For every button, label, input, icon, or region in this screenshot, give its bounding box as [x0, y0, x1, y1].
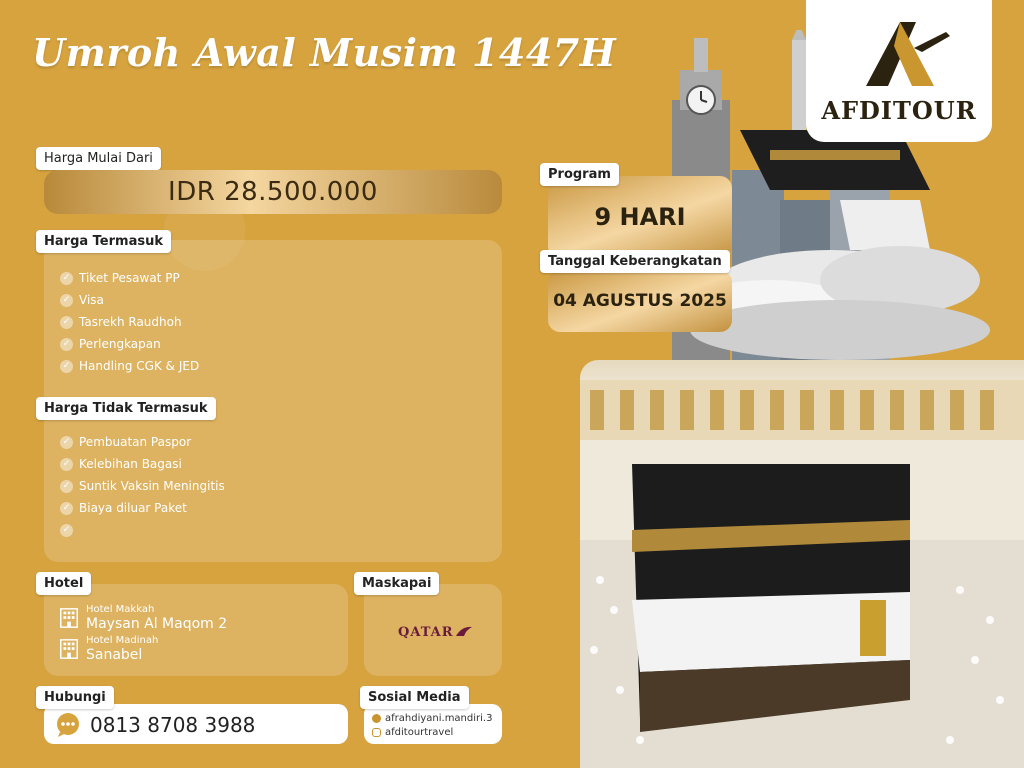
social-box [364, 704, 502, 744]
departure-label: Tanggal Keberangkatan [540, 250, 730, 273]
check-icon: ✓ [60, 458, 73, 471]
price-value: IDR 28.500.000 [44, 170, 502, 214]
included-label: Harga Termasuk [36, 230, 171, 253]
airline-name: QATAR [398, 624, 454, 640]
hotel-madinah-name: Sanabel [86, 647, 143, 663]
hotel-label: Hotel [36, 572, 91, 595]
contact-phone[interactable]: 0813 8708 3988 [90, 713, 256, 737]
list-item: ✓ Handling CGK & JED [60, 355, 199, 377]
facebook-handle: afrahdiyani.mandiri.3 [385, 713, 493, 724]
program-box [548, 176, 732, 258]
list-item: ✓ Suntik Vaksin Meningitis [60, 475, 225, 497]
excluded-label: Harga Tidak Termasuk [36, 397, 216, 420]
kaaba-photo [580, 360, 1024, 768]
check-icon: ✓ [60, 294, 73, 307]
list-item: ✓ Tiket Pesawat PP [60, 267, 199, 289]
hotel-makkah [58, 604, 227, 632]
list-item: ✓ Perlengkapan [60, 333, 199, 355]
departure-value: 04 AGUSTUS 2025 [553, 291, 727, 311]
social-facebook[interactable] [372, 713, 492, 724]
airline-logo [398, 624, 474, 640]
check-icon: ✓ [60, 524, 73, 537]
check-icon: ✓ [60, 480, 73, 493]
list-item: ✓ Biaya diluar Paket [60, 497, 225, 519]
list-item: ✓ Tasrekh Raudhoh [60, 311, 199, 333]
airline-label: Maskapai [354, 572, 439, 595]
building-icon [58, 607, 80, 629]
brand-logo-card [806, 0, 992, 142]
building-icon [58, 638, 80, 660]
list-item: ✓ Kelebihan Bagasi [60, 453, 225, 475]
excluded-list [60, 431, 225, 541]
check-icon: ✓ [60, 272, 73, 285]
check-icon: ✓ [60, 502, 73, 515]
hotel-makkah-name: Maysan Al Maqom 2 [86, 616, 228, 632]
departure-box [548, 270, 732, 332]
logo-mark-icon [860, 18, 952, 90]
list-item: ✓ Pembuatan Paspor [60, 431, 225, 453]
check-icon: ✓ [60, 436, 73, 449]
check-icon: ✓ [60, 316, 73, 329]
social-label: Sosial Media [360, 686, 469, 709]
list-item: ✓ Visa [60, 289, 199, 311]
kaaba-illustration [580, 360, 1024, 768]
program-value: 9 HARI [594, 203, 686, 231]
hotel-madinah [58, 635, 158, 663]
check-icon: ✓ [60, 360, 73, 373]
hotel-makkah-label: Hotel Makkah [86, 604, 155, 615]
included-list [60, 267, 199, 377]
check-icon: ✓ [60, 338, 73, 351]
instagram-handle: afditourtravel [385, 727, 454, 738]
brand-name: AFDITOUR [821, 96, 977, 125]
facebook-icon [372, 714, 381, 723]
page-title: Umroh Awal Musim 1447H [32, 30, 617, 75]
program-label: Program [540, 163, 619, 186]
contact-label: Hubungi [36, 686, 114, 709]
price-label: Harga Mulai Dari [36, 147, 161, 170]
social-instagram[interactable] [372, 727, 453, 738]
oryx-icon [454, 624, 474, 640]
hotel-madinah-label: Hotel Madinah [86, 635, 159, 646]
instagram-icon [372, 728, 381, 737]
chat-support-icon [54, 712, 82, 738]
list-item [60, 519, 225, 541]
